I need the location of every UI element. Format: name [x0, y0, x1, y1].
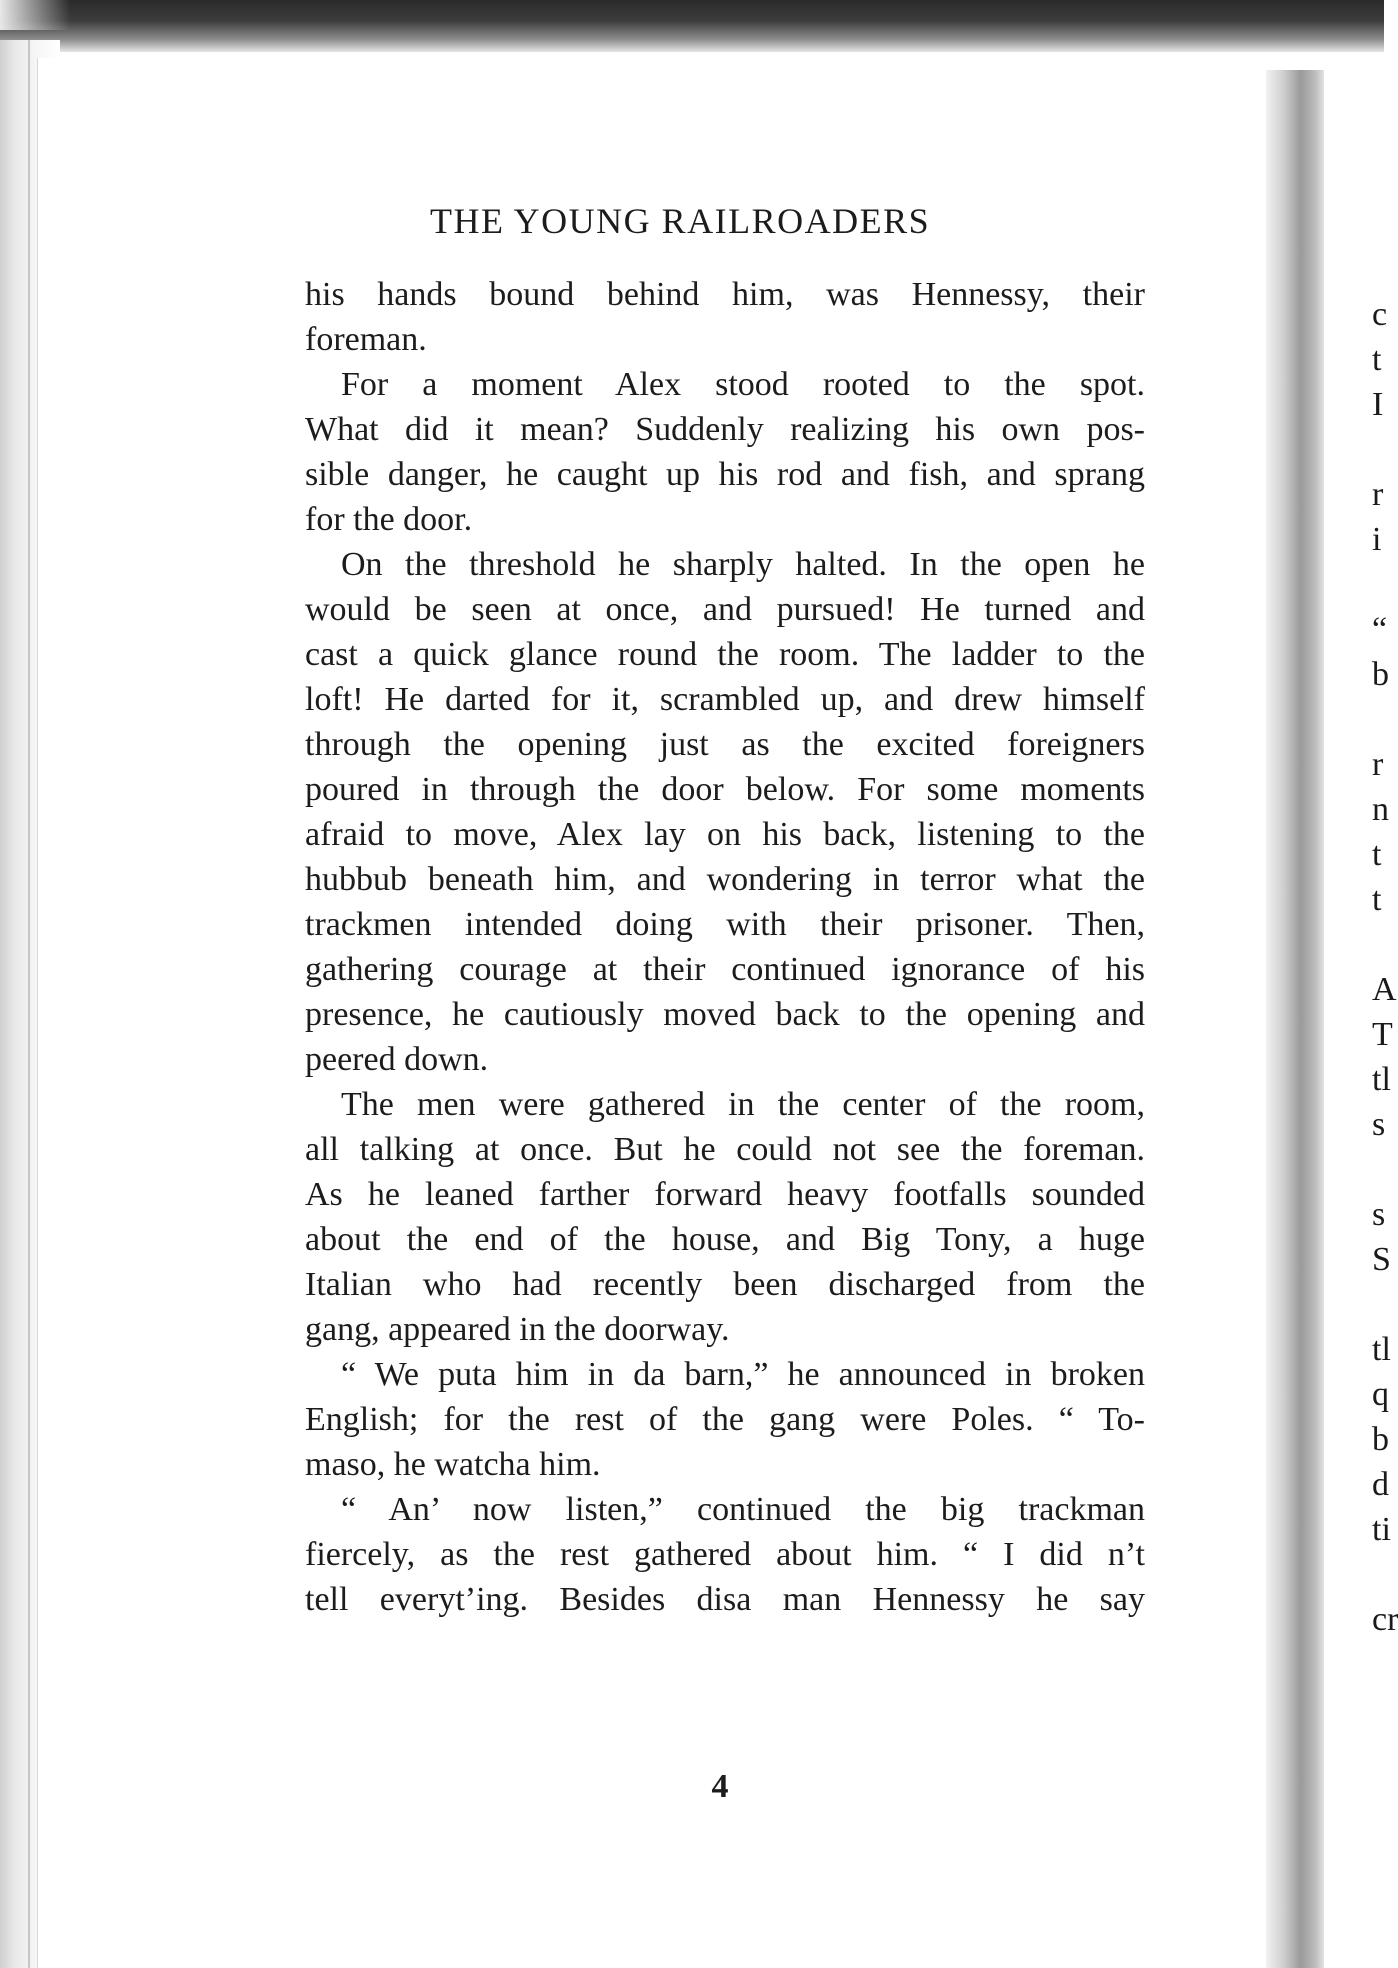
text-line: gang, appeared in the doorway. [305, 1311, 730, 1348]
gutter-shadow [1266, 70, 1324, 1968]
text-line: sible danger, he caught up his rod and fish, and sprang [305, 456, 1145, 493]
next-page-fragment: A [1372, 971, 1397, 1008]
text-line: tell everyt’ing. Besides disa man Hennessy he say [305, 1581, 1145, 1618]
text-line: English; for the rest of the gang were Poles. “ To- [305, 1401, 1145, 1438]
text-line: maso, he watcha him. [305, 1446, 601, 1483]
next-page-fragment: cr [1372, 1601, 1398, 1638]
next-page-fragment [1372, 427, 1398, 472]
next-page-fragment: tl [1372, 1331, 1391, 1368]
next-page-fragment: r [1372, 746, 1384, 783]
next-page-fragment: q [1372, 1376, 1389, 1413]
next-page-fragment: t [1372, 836, 1382, 873]
text-line: hubbub beneath him, and wondering in terror what the [305, 861, 1145, 898]
next-page-fragment: r [1372, 476, 1384, 513]
text-line: “ We puta him in da barn,” he announced in broken [341, 1356, 1145, 1393]
next-page-fragment: b [1372, 656, 1389, 693]
text-line: cast a quick glance round the room. The ladder to the [305, 636, 1145, 673]
next-page-fragment: n [1372, 791, 1389, 828]
next-page-fragment: b [1372, 1421, 1389, 1458]
next-page-fragment: S [1372, 1241, 1391, 1278]
next-page-fragment [1372, 1147, 1398, 1192]
next-page-fragment [1372, 922, 1398, 967]
text-line: foreman. [305, 321, 427, 358]
text-line: trackmen intended doing with their prisoner. Then, [305, 906, 1145, 943]
next-page-fragment [1372, 562, 1398, 607]
text-line: poured in through the door below. For some moments [305, 771, 1145, 808]
text-line: The men were gathered in the center of the room, [341, 1086, 1145, 1123]
running-head: THE YOUNG RAILROADERS [430, 201, 931, 241]
next-page-fragment: T [1372, 1016, 1393, 1053]
next-page-fragment [1372, 697, 1398, 742]
text-line: As he leaned farther forward heavy footfalls sounded [305, 1176, 1145, 1213]
next-page-fragment: s [1372, 1196, 1386, 1233]
text-line: his hands bound behind him, was Hennessy, their [305, 276, 1145, 313]
text-line: Italian who had recently been discharged from the [305, 1266, 1145, 1303]
next-page-fragment: t [1372, 881, 1382, 918]
page-number: 4 [711, 1768, 729, 1805]
next-page-fragment: s [1372, 1106, 1386, 1143]
left-page-edge-line [28, 40, 30, 1968]
next-page-fragment [1372, 1282, 1398, 1327]
text-line: through the opening just as the excited foreigners [305, 726, 1145, 763]
next-page-fragment [1372, 1552, 1398, 1597]
text-line: all talking at once. But he could not see the foreman. [305, 1131, 1145, 1168]
text-line: “ An’ now listen,” continued the big trackman [341, 1491, 1145, 1528]
text-line: about the end of the house, and Big Tony, a huge [305, 1221, 1145, 1258]
text-line: would be seen at once, and pursued! He turned and [305, 591, 1145, 628]
text-line: peered down. [305, 1041, 489, 1078]
text-line: On the threshold he sharply halted. In the open he [341, 546, 1145, 583]
next-page-fragment: i [1372, 521, 1382, 558]
next-page-fragment: I [1372, 386, 1384, 423]
next-page-fragment: t [1372, 341, 1382, 378]
next-page-fragment: ti [1372, 1511, 1391, 1548]
text-line: For a moment Alex stood rooted to the spot. [341, 366, 1145, 403]
next-page-fragment: “ [1372, 611, 1388, 648]
text-line: loft! He darted for it, scrambled up, and drew himself [305, 681, 1145, 718]
next-page-fragment: tl [1372, 1061, 1391, 1098]
scan-corner-highlight [0, 0, 70, 30]
text-line: gathering courage at their continued ignorance of his [305, 951, 1145, 988]
text-line: What did it mean? Suddenly realizing his own pos- [305, 411, 1145, 448]
next-page-fragments [1372, 292, 1398, 1642]
next-page-fragment: c [1372, 296, 1388, 333]
text-line: for the door. [305, 501, 473, 538]
scan-top-edge [0, 0, 1384, 52]
next-page-fragment: d [1372, 1466, 1389, 1503]
text-line: fiercely, as the rest gathered about him. “ I did n’t [305, 1536, 1145, 1573]
text-line: presence, he cautiously moved back to the opening and [305, 996, 1145, 1033]
text-line: afraid to move, Alex lay on his back, listening to the [305, 816, 1145, 853]
page-body-text [305, 272, 1145, 1622]
